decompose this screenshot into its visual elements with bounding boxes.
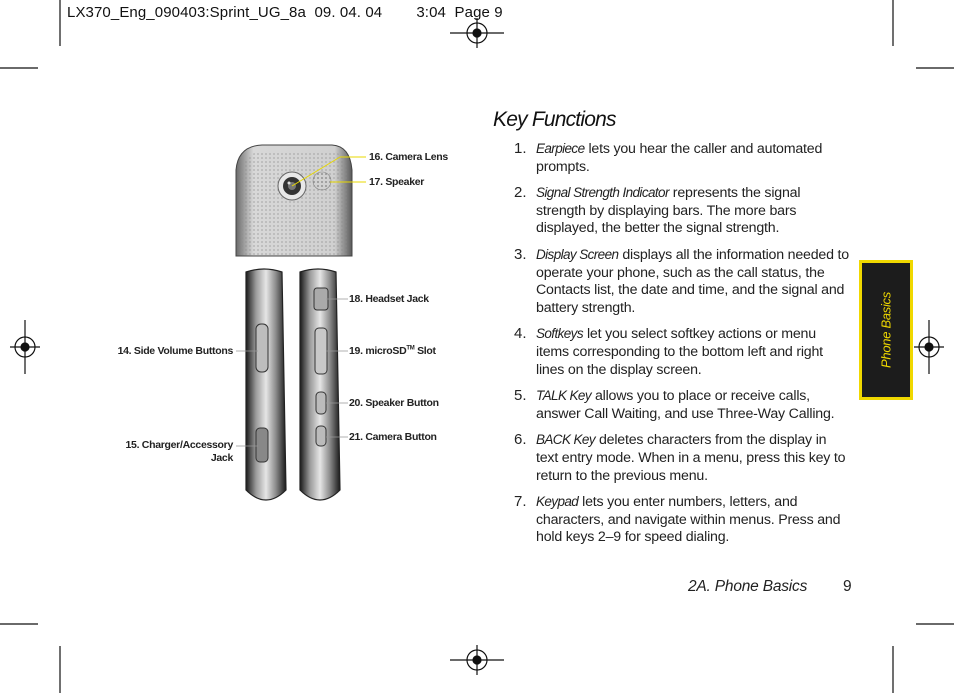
microsd-label: 19. microSD: [349, 345, 407, 357]
function-term: TALK Key: [536, 388, 591, 404]
function-item: [512, 184, 852, 238]
side-volume-buttons: [256, 324, 268, 372]
callout-side-volume-buttons: 14. Side Volume Buttons: [117, 345, 233, 357]
function-item: [512, 493, 852, 547]
function-term: Keypad: [536, 494, 579, 510]
microsd-slot-label: Slot: [414, 345, 436, 357]
headset-jack: [314, 288, 328, 310]
callout-camera-lens: 16. Camera Lens: [369, 151, 448, 163]
microsd-slot: [315, 328, 327, 374]
function-description: allows you to place or receive calls, answer Call Waiting, and use Three-Way Calling.: [536, 388, 835, 422]
function-term: BACK Key: [536, 432, 595, 448]
function-item: [512, 246, 852, 317]
function-number: 7.: [514, 493, 527, 511]
function-number: 5.: [514, 387, 527, 405]
function-term: Softkeys: [536, 326, 583, 342]
speaker-button: [316, 392, 326, 414]
function-description: displays all the information needed to operate your phone, such as the call status, the Contacts list, the date and time, and the signal and battery strength.: [536, 246, 849, 316]
callout-headset-jack: 18. Headset Jack: [349, 293, 429, 305]
function-term: Earpiece: [536, 141, 585, 156]
key-functions-list: [512, 140, 852, 555]
section-side-tab: [859, 260, 913, 400]
phone-left-side-view: [246, 269, 286, 500]
print-page: Page 9: [454, 4, 503, 21]
function-item: [512, 387, 852, 423]
function-item: [512, 431, 852, 485]
function-number: 1.: [514, 140, 527, 157]
function-item: [512, 140, 852, 176]
function-description: lets you hear the caller and automated prompts.: [536, 141, 823, 175]
side-tab-label: Phone Basics: [878, 292, 894, 368]
callout-speaker: 17. Speaker: [369, 176, 425, 188]
charger-label-line-2: Jack: [210, 452, 233, 464]
function-description: represents the signal strength by displaying bars. The more bars displayed, the better the signal strength.: [536, 185, 801, 237]
callout-microsd-slot: [349, 345, 436, 357]
print-date: 09. 04. 04: [314, 4, 383, 21]
function-term: Signal Strength Indicator: [536, 185, 669, 201]
phone-right-side-view: [300, 269, 340, 500]
charger-label-line-1: 15. Charger/Accessory: [125, 439, 233, 451]
camera-button: [316, 426, 326, 446]
callout-speaker-button: 20. Speaker Button: [349, 397, 439, 409]
phone-back-view: [236, 145, 352, 256]
function-number: 3.: [514, 245, 527, 263]
charger-accessory-jack: [256, 428, 268, 462]
function-term: Display Screen: [536, 246, 619, 262]
speaker-grille-icon: [313, 172, 331, 190]
callout-charger-jack: [100, 439, 233, 464]
function-number: 6.: [514, 431, 527, 449]
print-time: 3:04: [416, 4, 446, 21]
function-description: lets you enter numbers, letters, and characters, and navigate within menus. Press and hold keys 2–9 for speed dialing.: [536, 494, 841, 546]
footer-page-number: 9: [843, 578, 852, 595]
function-item: [512, 325, 852, 379]
callout-camera-button: 21. Camera Button: [349, 431, 437, 443]
page-title: Key Functions: [493, 108, 616, 131]
footer-section-title: 2A. Phone Basics: [688, 578, 808, 595]
function-description: deletes characters from the display in text entry mode. When in a menu, press this key to return to the previous menu.: [536, 432, 846, 484]
function-number: 4.: [514, 325, 527, 343]
print-file-name: LX370_Eng_090403:Sprint_UG_8a: [67, 4, 306, 21]
function-description: let you select softkey actions or menu items corresponding to the bottom left and right lines on the display screen.: [536, 326, 823, 378]
trademark-mark: TM: [406, 345, 415, 352]
function-number: 2.: [514, 184, 527, 202]
